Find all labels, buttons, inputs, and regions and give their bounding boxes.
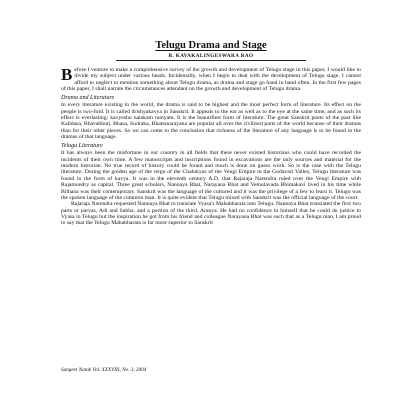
section-heading-drama: Drama and Literature: [61, 95, 115, 102]
article-author: B. KAVAKALINGESWARA RAO: [168, 53, 254, 59]
section-drama-paragraph: In every literature existing in the world, the drama is said to be highest and the most perfect form of literature. Its effect on the people is two-fold. It is called drishyakavya in Sanskrit. It appeals to the ear as well as to the eye at the same time, and as such its effect is everlasting: kavyeshu natakam ramyam. It is the beautifiest form of literature. The great Sanskrit poets of the past like Kalidasa, Bhavabhuti, Bhasa, Sudraka, Bhattanarayana are popular all over the civilised parts of the world because of their dramas than for their other pieces. So we can come to the conclusion that richness of the literature of any language is to be found in the dramas of that language.: [61, 102, 361, 141]
intro-text: efore I venture to make a comprehensive survey of the growth and development of Telugu stage in this paper, I would like to divide my subject under various heads. Incidentally, when I begin to deal with the development of Telugu stage, I cannot afford to neglect to mention something about Telugu drama, as drama and stage go hand in hand often. In the first few pages of this paper, I shall narrate the circumstances attendant on the growth and development of Telugu drama.: [61, 67, 361, 93]
title-rule: [116, 60, 306, 61]
intro-paragraph: [61, 67, 361, 92]
article-body: [61, 40, 361, 227]
section-heading-telugu-literature: Telugu Literature: [61, 143, 103, 150]
drop-cap: B: [61, 65, 73, 84]
section-telugu-paragraph-2: Rajaraja Narendra requested Nannaya Bhat to translate Vyasa's Mahabharata into Telugu. Nannaya Bhat translated the first two parts or parvas, Adi and Sabha, and a portion of the third, Aranya. He had no confidence in himself that he could do justice to Vyasa in Telugu but the inspiration he got from his friend and colleague Narayana Bhat was such that as a Telugu man, I am proud to say that the Telugu Mahabharata is far more superior to Sanskrit: [61, 201, 361, 227]
section-telugu-paragraph-1: It has always been the misfortune in our country in all fields that there never existed historians who could have recorded the incidents of their own time. A few manuscripts and inscriptions found in excavations are the only sources and material for the modern historian. No true record of history could be found and much is done on guess work. So is the case with the Telugu literature. During the golden age of the reign of the Chalukyas of the Vengi Empire in the Godavari Valley, Telugu literature was found in the form of kavya. It was in the eleventh century A.D. that Rajaraja Narendra ruled over the Vengi Empire with Rajamundry as capital. Three great scholars, Nannaya Bhat, Narayana Bhat and Vemulavada Bhimakavi lived in his time while Bilhana was their contemporary. Sanskrit was the language of the cultured and it was the privilege of a few to learn it. Telugu was the spoken language of the common man. It is quite evident that Telugu mixed with Sanskrit was the official language of the court.: [61, 150, 361, 201]
journal-footer: Sangeet Natak Vol. XXXVIII, No. 3, 2004: [61, 367, 147, 373]
article-title: Telugu Drama and Stage: [155, 40, 267, 51]
